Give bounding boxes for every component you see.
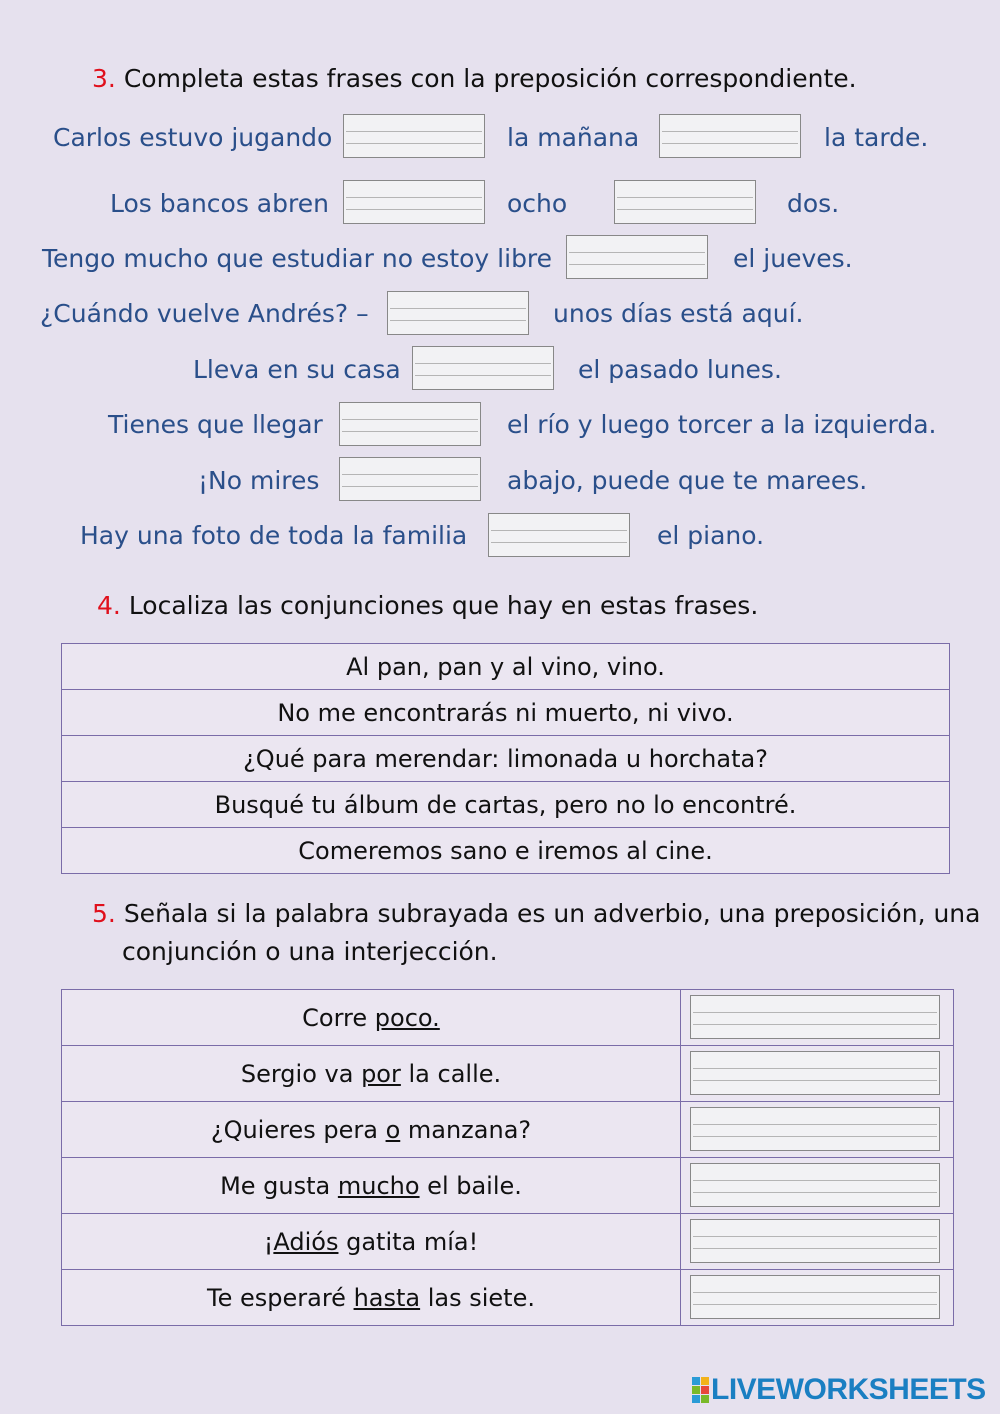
- sentence-text: el baile.: [419, 1171, 522, 1200]
- ex3-row3-blank1[interactable]: [566, 235, 708, 279]
- ex3-row4-text2: unos días está aquí.: [553, 299, 804, 328]
- ex3-row3-text2: el jueves.: [733, 244, 853, 273]
- ex5-instruction-line2: conjunción o una interjección.: [122, 937, 498, 966]
- word-sentence-6: [62, 1270, 681, 1326]
- underlined-word: hasta: [353, 1283, 421, 1312]
- sentence-text: Me gusta: [220, 1171, 338, 1200]
- sentence-text: ¡: [263, 1227, 274, 1256]
- table-row: [62, 1214, 954, 1270]
- ex3-row6-text2: el río y luego torcer a la izquierda.: [507, 410, 937, 439]
- word-type-table: [61, 989, 954, 1326]
- ex3-row2-text3: dos.: [787, 189, 840, 218]
- liveworksheets-logo: [692, 1374, 986, 1406]
- ex3-row7-blank1[interactable]: [339, 457, 481, 501]
- ex3-row8-text1: Hay una foto de toda la familia: [80, 521, 468, 550]
- ex3-number: 3.: [92, 64, 116, 93]
- sentence-text: las siete.: [420, 1283, 535, 1312]
- ex3-row7-text2: abajo, puede que te marees.: [507, 466, 868, 495]
- word-sentence-4: [62, 1158, 681, 1214]
- ex5-heading: [92, 899, 980, 928]
- underlined-word: mucho: [337, 1171, 420, 1200]
- underlined-word: poco.: [374, 1003, 440, 1032]
- conj-sentence-1[interactable]: Al pan, pan y al vino, vino.: [62, 644, 950, 690]
- logo-mark-icon: [692, 1377, 709, 1403]
- sentence-text: Sergio va: [240, 1059, 362, 1088]
- table-row: [62, 828, 950, 874]
- table-row: [62, 782, 950, 828]
- table-row: [62, 1270, 954, 1326]
- ex3-instruction: Completa estas frases con la preposición correspondiente.: [123, 64, 857, 93]
- ex3-row1-blank1[interactable]: [343, 114, 485, 158]
- sentence-text: Te esperaré: [207, 1283, 354, 1312]
- ex3-row8-text2: el piano.: [657, 521, 765, 550]
- ex3-row6-blank1[interactable]: [339, 402, 481, 446]
- conj-sentence-4[interactable]: Busqué tu álbum de cartas, pero no lo encontré.: [62, 782, 950, 828]
- ex3-row8-blank1[interactable]: [488, 513, 630, 557]
- ex4-instruction: Localiza las conjunciones que hay en estas frases.: [128, 591, 759, 620]
- underlined-word: o: [385, 1115, 401, 1144]
- conjunctions-table: [61, 643, 950, 874]
- ex3-row2-blank2[interactable]: [614, 180, 756, 224]
- sentence-text: la calle.: [400, 1059, 502, 1088]
- ex3-row1-text2: la mañana: [507, 123, 640, 152]
- underlined-word: Adiós: [273, 1227, 339, 1256]
- table-row: [62, 1046, 954, 1102]
- ex3-row2-text1: Los bancos abren: [110, 189, 329, 218]
- ex5-instruction-line1: Señala si la palabra subrayada es un adverbio, una preposición, una: [123, 899, 981, 928]
- sentence-text: gatita mía!: [338, 1227, 479, 1256]
- answer-cell-2: [681, 1046, 954, 1102]
- ex5-number: 5.: [92, 899, 116, 928]
- table-row: [62, 1102, 954, 1158]
- answer-blank-3[interactable]: [690, 1107, 940, 1151]
- answer-blank-6[interactable]: [690, 1275, 940, 1319]
- underlined-word: por: [361, 1059, 401, 1088]
- answer-cell-4: [681, 1158, 954, 1214]
- sentence-text: Corre: [302, 1003, 375, 1032]
- answer-blank-5[interactable]: [690, 1219, 940, 1263]
- conj-sentence-3[interactable]: ¿Qué para merendar: limonada u horchata?: [62, 736, 950, 782]
- ex3-row6-text1: Tienes que llegar: [108, 410, 323, 439]
- ex3-row4-blank1[interactable]: [387, 291, 529, 335]
- word-sentence-5: [62, 1214, 681, 1270]
- answer-cell-5: [681, 1214, 954, 1270]
- table-row: [62, 644, 950, 690]
- answer-cell-3: [681, 1102, 954, 1158]
- answer-blank-2[interactable]: [690, 1051, 940, 1095]
- ex3-row7-text1: ¡No mires: [198, 466, 320, 495]
- ex4-number: 4.: [97, 591, 121, 620]
- table-row: [62, 990, 954, 1046]
- word-sentence-2: [62, 1046, 681, 1102]
- ex3-heading: [92, 64, 857, 93]
- answer-blank-1[interactable]: [690, 995, 940, 1039]
- ex3-row5-text1: Lleva en su casa: [193, 355, 401, 384]
- word-sentence-3: [62, 1102, 681, 1158]
- word-sentence-1: [62, 990, 681, 1046]
- table-row: [62, 736, 950, 782]
- ex3-row1-text1: Carlos estuvo jugando: [53, 123, 333, 152]
- ex3-row5-blank1[interactable]: [412, 346, 554, 390]
- table-row: [62, 1158, 954, 1214]
- answer-blank-4[interactable]: [690, 1163, 940, 1207]
- ex3-row1-text3: la tarde.: [824, 123, 929, 152]
- conj-sentence-2[interactable]: No me encontrarás ni muerto, ni vivo.: [62, 690, 950, 736]
- ex3-row4-text1: ¿Cuándo vuelve Andrés? –: [40, 299, 369, 328]
- ex3-row2-text2: ocho: [507, 189, 568, 218]
- table-row: [62, 690, 950, 736]
- answer-cell-6: [681, 1270, 954, 1326]
- answer-cell-1: [681, 990, 954, 1046]
- logo-text: LIVEWORKSHEETS: [711, 1373, 986, 1406]
- ex3-row1-blank2[interactable]: [659, 114, 801, 158]
- ex3-row2-blank1[interactable]: [343, 180, 485, 224]
- sentence-text: ¿Quieres pera: [210, 1115, 386, 1144]
- ex3-row5-text2: el pasado lunes.: [578, 355, 782, 384]
- ex3-row3-text1: Tengo mucho que estudiar no estoy libre: [42, 244, 553, 273]
- ex4-heading: [97, 591, 758, 620]
- conj-sentence-5[interactable]: Comeremos sano e iremos al cine.: [62, 828, 950, 874]
- sentence-text: manzana?: [400, 1115, 532, 1144]
